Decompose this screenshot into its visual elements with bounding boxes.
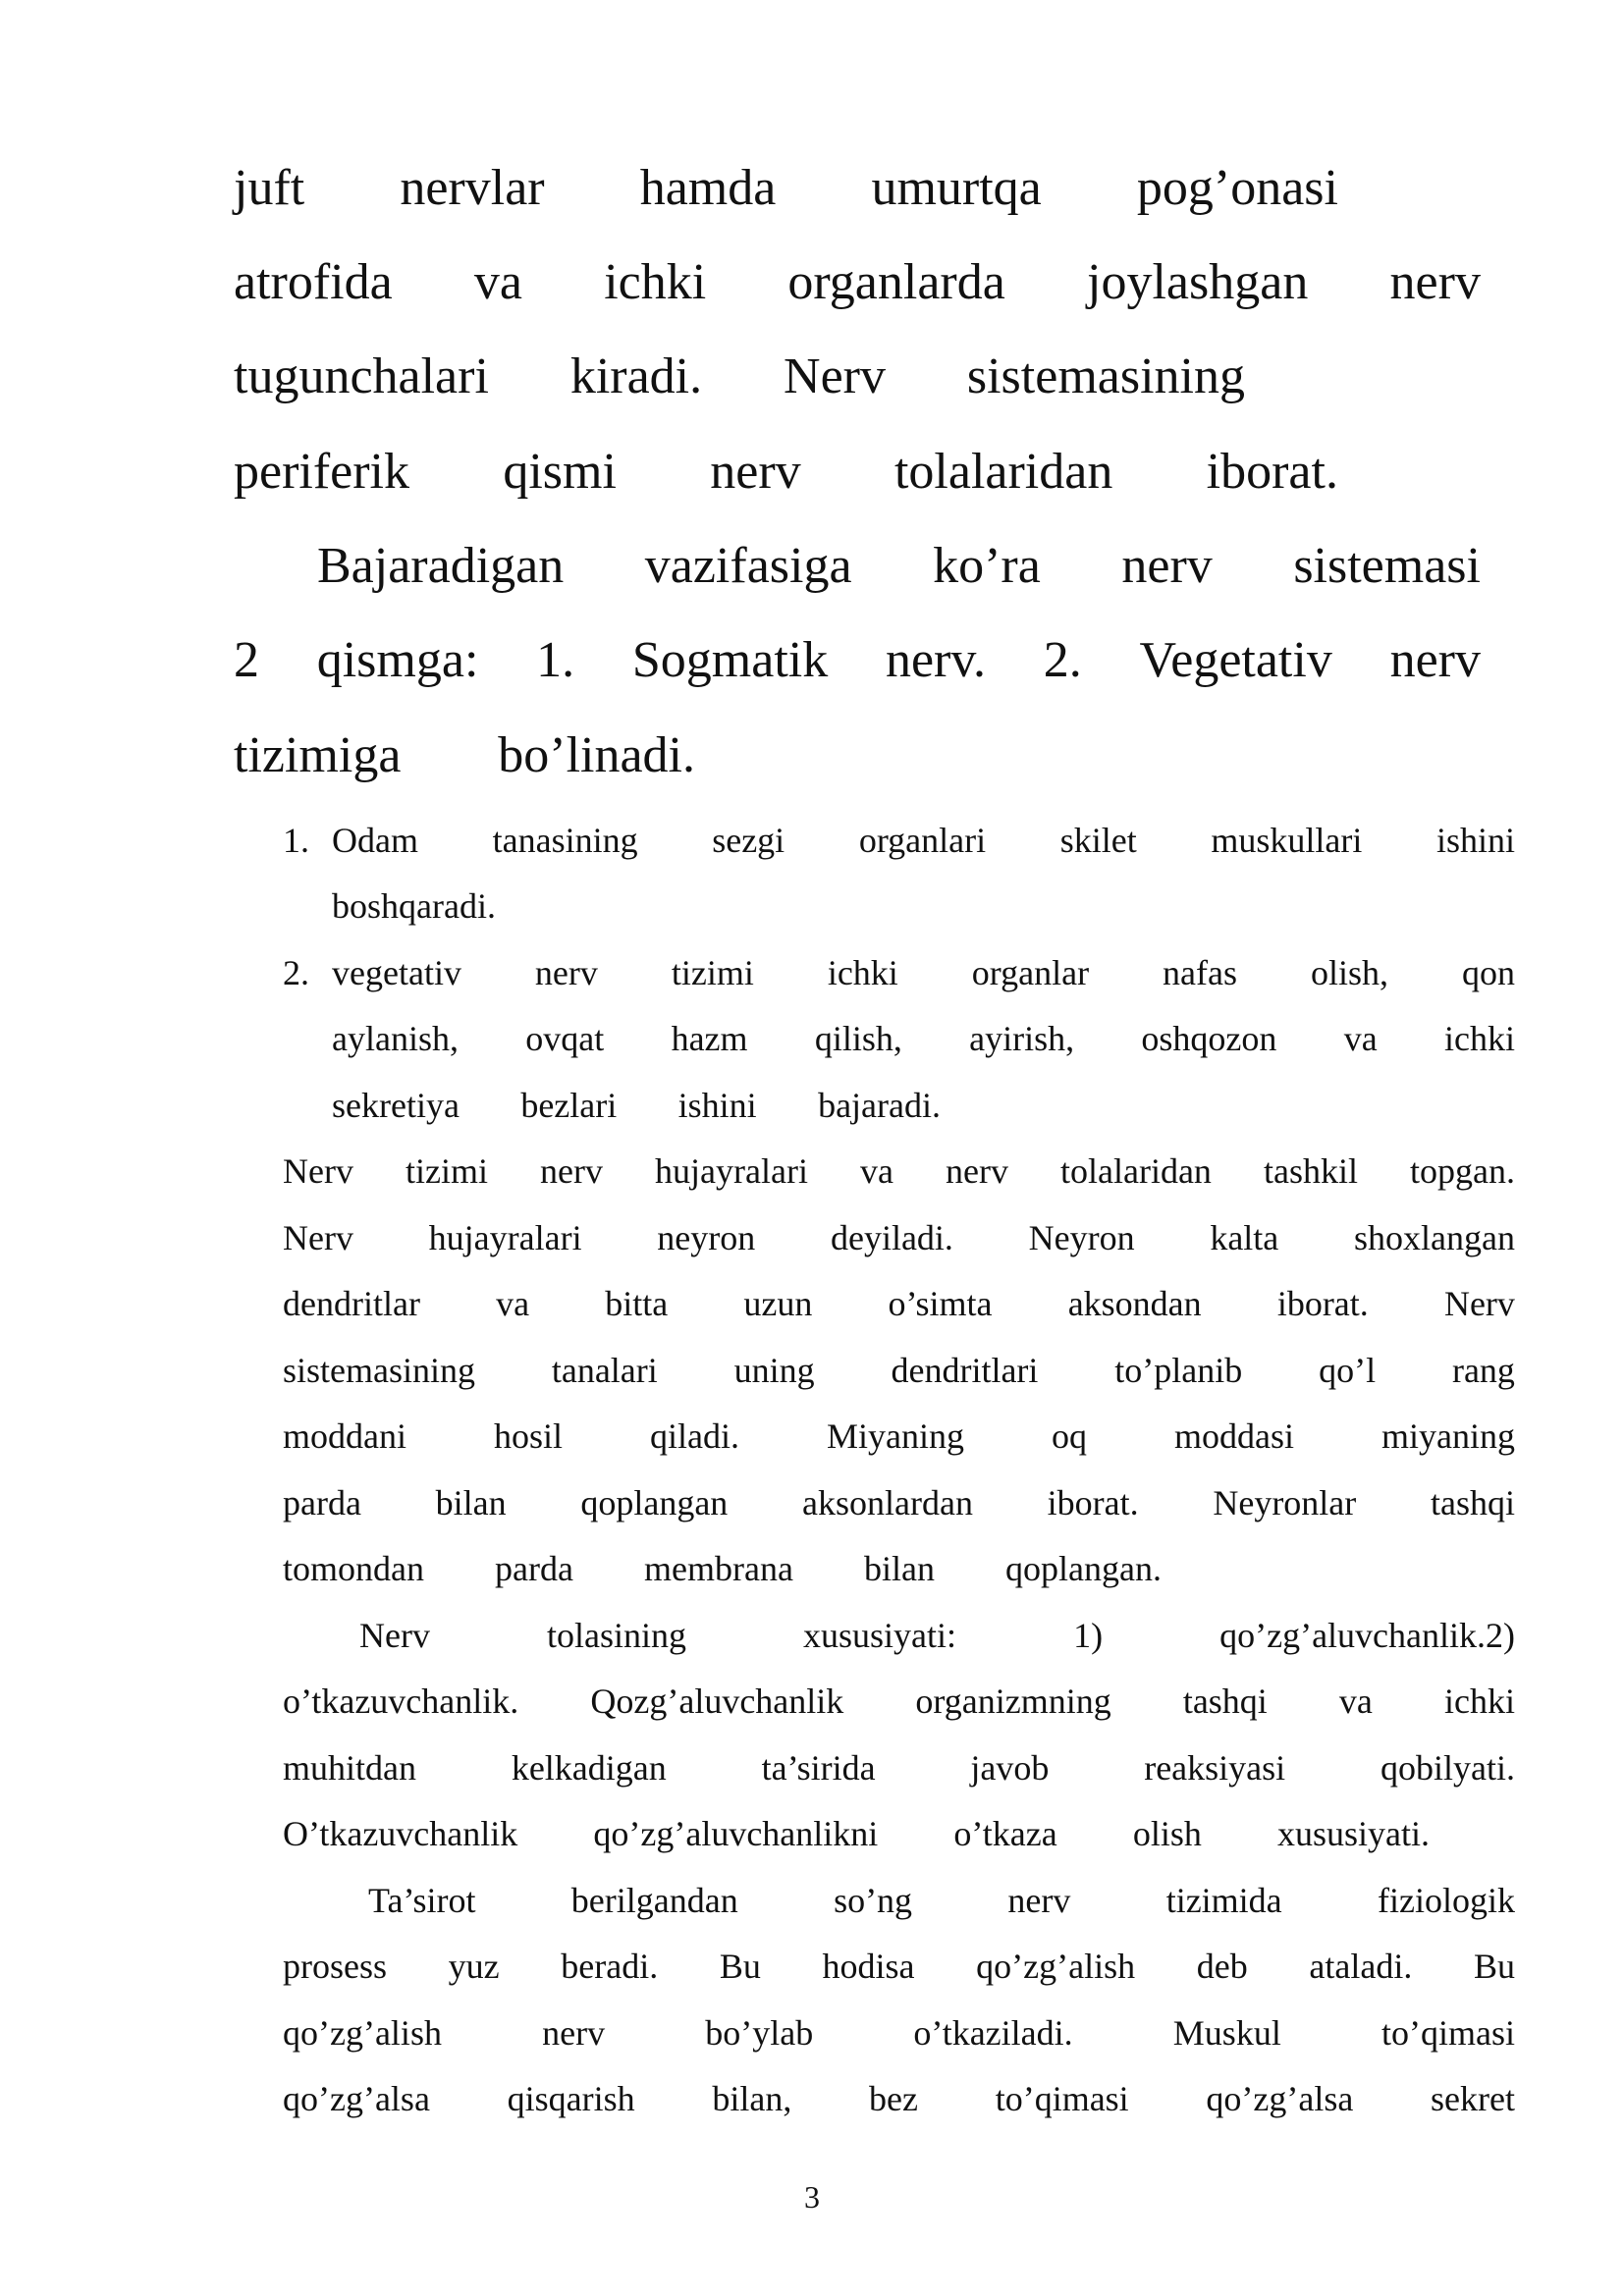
word: moddani <box>283 1416 406 1456</box>
big-text-line <box>234 631 1481 690</box>
word: uzun <box>743 1284 813 1323</box>
body-line <box>283 1746 1515 1789</box>
word: qiladi. <box>650 1416 739 1456</box>
list-item-line <box>332 884 1515 928</box>
word: hodisa <box>822 1947 915 1986</box>
word: qo’l <box>1319 1351 1377 1390</box>
word: organlarda <box>787 254 1005 310</box>
word: qilish, <box>814 1019 902 1058</box>
word: Bu <box>719 1947 761 1986</box>
word: moddasi <box>1173 1416 1294 1456</box>
word: sezgi <box>712 821 785 860</box>
word: tizimiga <box>234 727 402 783</box>
word: tizimi <box>406 1151 488 1191</box>
word: oshqozon <box>1141 1019 1277 1058</box>
word: uning <box>733 1351 815 1390</box>
word: bilan <box>435 1483 507 1522</box>
body-line <box>283 1349 1515 1392</box>
word: nerv <box>1389 632 1481 688</box>
word: qobilyati. <box>1380 1748 1515 1788</box>
word: tolalaridan <box>893 444 1113 500</box>
big-text-line <box>317 537 1481 596</box>
word: ovqat <box>525 1019 605 1058</box>
word: muskullari <box>1211 821 1363 860</box>
list-item-line <box>332 1017 1515 1060</box>
word: xususiyati: <box>803 1616 957 1655</box>
word: nerv <box>540 1151 603 1191</box>
word: sistemasining <box>966 348 1245 404</box>
word: bitta <box>605 1284 669 1323</box>
word: nerv <box>946 1151 1008 1191</box>
body-line <box>283 1415 1515 1458</box>
word: nerv <box>1007 1881 1071 1920</box>
word: aksondan <box>1067 1284 1202 1323</box>
word: reaksiyasi <box>1144 1748 1286 1788</box>
word: to’planib <box>1114 1351 1243 1390</box>
body-line <box>283 1945 1515 1988</box>
word: miyaning <box>1380 1416 1515 1456</box>
word: nervlar <box>400 160 545 216</box>
word: 1. <box>536 632 575 688</box>
word: tanasining <box>492 821 638 860</box>
word: rang <box>1451 1351 1515 1390</box>
word: 1) <box>1073 1616 1104 1655</box>
word: qo’zg’alish <box>976 1947 1136 1986</box>
word: ichki <box>604 254 707 310</box>
word: tolalaridan <box>1060 1151 1212 1191</box>
word: nerv <box>1121 538 1213 594</box>
word: tashqi <box>1430 1483 1515 1522</box>
word: tomondan <box>283 1549 424 1588</box>
word: o’tkaza <box>953 1814 1057 1853</box>
list-item-line <box>332 819 1515 862</box>
word: o’simta <box>888 1284 993 1323</box>
word: Qozg’aluvchanlik <box>590 1682 844 1721</box>
word: Muskul <box>1172 2013 1281 2053</box>
word: bilan <box>863 1549 935 1588</box>
word: O’tkazuvchanlik <box>283 1814 518 1853</box>
word: tolasining <box>547 1616 686 1655</box>
body-line <box>283 1216 1515 1259</box>
word: pog’onasi <box>1136 160 1338 216</box>
word: prosess <box>283 1947 387 1986</box>
word: periferik <box>234 444 410 500</box>
word: vazifasiga <box>644 538 852 594</box>
word: hosil <box>493 1416 563 1456</box>
word: sistemasining <box>283 1351 475 1390</box>
word: Odam <box>332 821 418 860</box>
word: ishini <box>1435 821 1515 860</box>
word: javob <box>970 1748 1050 1788</box>
word: bez <box>869 2079 918 2118</box>
list-item-line <box>332 951 1515 994</box>
word: Sogmatik <box>631 632 829 688</box>
word: ichki <box>1444 1682 1515 1721</box>
word: ichki <box>1444 1019 1515 1058</box>
big-text-line <box>234 726 695 785</box>
word: tugunchalari <box>234 348 489 404</box>
word: iborat. <box>1047 1483 1139 1522</box>
word: olish, <box>1310 953 1388 992</box>
word: ayirish, <box>969 1019 1075 1058</box>
word: oq <box>1051 1416 1087 1456</box>
list-number: 2. <box>283 953 309 992</box>
word: nerv <box>710 444 801 500</box>
word: va <box>859 1151 893 1191</box>
word: juft <box>234 160 305 216</box>
big-text-line <box>234 443 1338 502</box>
word: parda <box>283 1483 361 1522</box>
word: va <box>496 1284 530 1323</box>
word: organizmning <box>915 1682 1111 1721</box>
word: hamda <box>639 160 777 216</box>
word: aksonlardan <box>802 1483 973 1522</box>
word: iborat. <box>1276 1284 1369 1323</box>
word: to’qimasi <box>995 2079 1129 2118</box>
body-line <box>283 1481 1515 1524</box>
body-line <box>283 1547 1162 1590</box>
list-number: 1. <box>283 821 309 860</box>
word: hazm <box>671 1019 748 1058</box>
word: hujayralari <box>428 1218 582 1257</box>
word: 2. <box>1043 632 1082 688</box>
word: olish <box>1132 1814 1202 1853</box>
word: bajaradi. <box>818 1086 941 1125</box>
word: organlar <box>971 953 1090 992</box>
word: umurtqa <box>871 160 1042 216</box>
word: Ta’sirot <box>368 1881 476 1920</box>
word: organlari <box>858 821 987 860</box>
word: to’qimasi <box>1380 2013 1515 2053</box>
word: Nerv <box>359 1616 430 1655</box>
word: ta’sirida <box>761 1748 876 1788</box>
word: va <box>473 254 522 310</box>
word: sekret <box>1431 2079 1515 2118</box>
word: ishini <box>677 1086 757 1125</box>
word: hujayralari <box>655 1151 808 1191</box>
word: qismi <box>503 444 617 500</box>
word: bilan, <box>712 2079 792 2118</box>
word: bezlari <box>520 1086 618 1125</box>
word: aylanish, <box>332 1019 459 1058</box>
word: tanalari <box>551 1351 658 1390</box>
word: qo’zg’aluvchanlikni <box>593 1814 879 1853</box>
word: Nerv <box>283 1218 353 1257</box>
body-line <box>283 2011 1515 2055</box>
big-text-line <box>234 159 1338 218</box>
word: dendritlari <box>891 1351 1039 1390</box>
word: beradi. <box>561 1947 659 1986</box>
word: joylashgan <box>1087 254 1309 310</box>
word: Nerv <box>283 1151 353 1191</box>
word: qon <box>1461 953 1515 992</box>
word: o’tkaziladi. <box>913 2013 1073 2053</box>
word: nerv. <box>885 632 986 688</box>
word: tashqi <box>1182 1682 1268 1721</box>
word: bo’ylab <box>705 2013 814 2053</box>
word: kelkadigan <box>511 1748 667 1788</box>
word: iborat. <box>1206 444 1338 500</box>
word: ko’ra <box>933 538 1041 594</box>
word: parda <box>495 1549 573 1588</box>
word: nerv <box>542 2013 606 2053</box>
word: nerv <box>1389 254 1481 310</box>
word: qismga: <box>316 632 479 688</box>
page-number: 3 <box>804 2179 820 2215</box>
word: atrofida <box>234 254 393 310</box>
word: qoplangan <box>580 1483 729 1522</box>
word: neyron <box>657 1218 756 1257</box>
word: so’ng <box>834 1881 913 1920</box>
list-item-line <box>332 1084 941 1127</box>
body-line <box>359 1614 1515 1657</box>
word: tizimida <box>1165 1881 1282 1920</box>
word: bo’linadi. <box>498 727 695 783</box>
word: sistemasi <box>1293 538 1481 594</box>
word: tashkil <box>1263 1151 1358 1191</box>
body-line <box>283 2077 1515 2120</box>
word: deyiladi. <box>830 1218 953 1257</box>
word: qoplangan. <box>1004 1549 1162 1588</box>
word: o’tkazuvchanlik. <box>283 1682 519 1721</box>
word: Miyaning <box>826 1416 964 1456</box>
word: sekretiya <box>332 1086 460 1125</box>
word: Bu <box>1473 1947 1515 1986</box>
body-line <box>283 1149 1515 1193</box>
body-line <box>283 1812 1430 1855</box>
word: Nerv <box>784 348 886 404</box>
word: berilgandan <box>570 1881 738 1920</box>
word: xususiyati. <box>1276 1814 1430 1853</box>
word: vegetativ <box>332 953 461 992</box>
word: dendritlar <box>283 1284 420 1323</box>
big-text-line <box>234 347 1245 406</box>
word: deb <box>1196 1947 1248 1986</box>
word: kalta <box>1210 1218 1279 1257</box>
big-text-line <box>234 253 1481 312</box>
word: fiziologik <box>1377 1881 1515 1920</box>
body-line <box>283 1680 1515 1723</box>
word: ichki <box>827 953 898 992</box>
word: topgan. <box>1410 1151 1515 1191</box>
word: membrana <box>644 1549 793 1588</box>
word: muhitdan <box>283 1748 416 1788</box>
word: nafas <box>1163 953 1238 992</box>
word: boshqaradi. <box>332 886 496 926</box>
word: skilet <box>1059 821 1137 860</box>
word: qo’zg’alsa <box>1206 2079 1354 2118</box>
word: va <box>1338 1682 1373 1721</box>
word: qo’zg’aluvchanlik.2) <box>1219 1616 1515 1655</box>
body-line <box>368 1879 1515 1922</box>
word: Vegetativ <box>1139 632 1332 688</box>
word: yuz <box>448 1947 500 1986</box>
word: shoxlangan <box>1353 1218 1515 1257</box>
word: tizimi <box>671 953 754 992</box>
word: Neyron <box>1028 1218 1135 1257</box>
word: nerv <box>534 953 598 992</box>
word: Bajaradigan <box>317 538 565 594</box>
body-line <box>283 1282 1515 1325</box>
word: Nerv <box>1443 1284 1515 1323</box>
word: va <box>1343 1019 1378 1058</box>
word: ataladi. <box>1309 1947 1413 1986</box>
word: kiradi. <box>569 348 703 404</box>
word: qo’zg’alish <box>283 2013 442 2053</box>
word: qisqarish <box>507 2079 635 2118</box>
word: Neyronlar <box>1213 1483 1357 1522</box>
word: 2 <box>234 632 259 688</box>
word: qo’zg’alsa <box>283 2079 430 2118</box>
